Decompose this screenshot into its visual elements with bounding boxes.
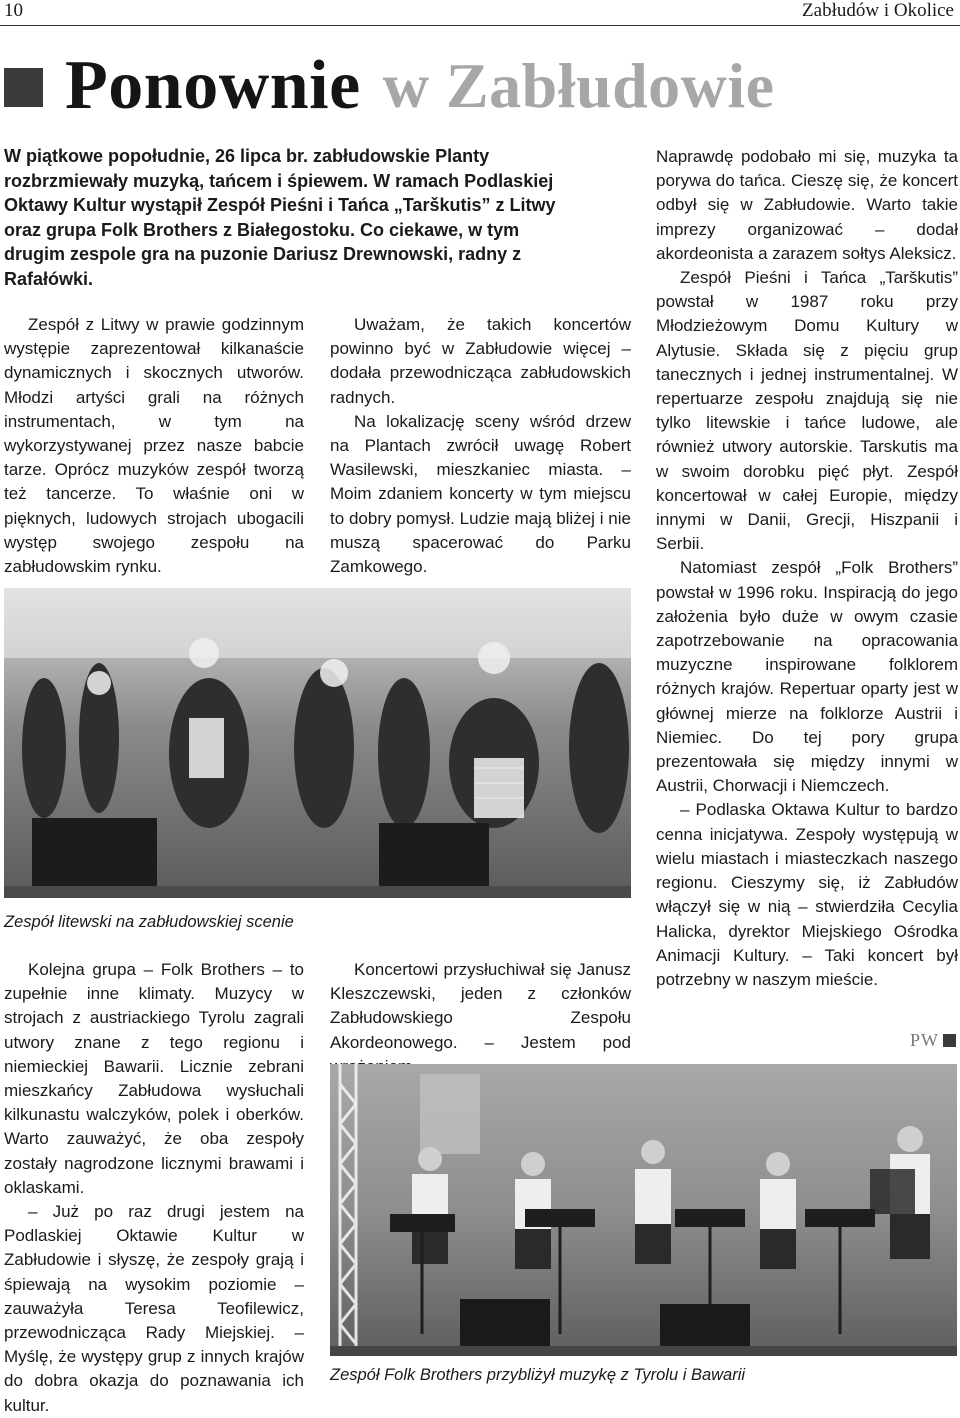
paragraph: Naprawdę podobało mi się, muzyka ta porywa do tańca. Cieszę się, że koncert odbył się w Zabłudowie. Warto takie imprezy organizować – dodał akordeonista a zarazem sołtys Aleksicz.	[656, 147, 958, 263]
paragraph: Uważam, że takich koncertów powinno być w Zabłudowie więcej – dodała przewodnicząca zabłudowskich radnych.	[330, 315, 631, 407]
band-photo-caption: Zespół Folk Brothers przybliżył muzykę z Tyrolu i Bawarii	[330, 1366, 746, 1384]
running-title: Zabłudów i Okolice	[802, 0, 954, 21]
column-1-bottom	[4, 958, 304, 1418]
column-1-top	[4, 313, 304, 579]
dancers-photo	[4, 588, 631, 898]
band-photo	[330, 1064, 957, 1356]
paragraph: Na lokalizację sceny wśród drzew na Plantach zwrócił uwagę Robert Wasilewski, mieszkaniec miasta. – Moim zdaniem koncerty w tym miejscu to dobry pomysł. Ludzie mają bliżej i nie muszą spacerować do Parku Zamkowego.	[330, 411, 631, 577]
header-rule	[0, 25, 960, 26]
lead-text: W piątkowe popołudnie, 26 lipca br. zabłudowskie Planty rozbrzmiewały muzyką, tańcem i śpiewem. W ramach Podlaskiej Oktawy Kultur wystąpił Zespół Pieśni i Tańca „Tarškutis” z Litwy oraz grupa Folk Brothers z Białegostoku. Co ciekawe, w tym drugim zespole gra na puzonie Dariusz Drewnowski, radny z Rafałówki.	[4, 146, 556, 289]
column-2-top	[330, 313, 631, 579]
column-2-bottom	[330, 958, 631, 1079]
author-signature	[910, 1030, 956, 1051]
column-3	[656, 145, 958, 992]
paragraph: – Już po raz drugi jestem na Podlaskiej Oktawie Kultur w Zabłudowie i słyszę, że zespoły grają i śpiewają na wysokim poziomie – zauważyła Teresa Teofilewicz, przewodnicząca Rady Miejskiej. – Myślę, że występy grup z innych krajów do dobra okazja do poznawania ich kultur.	[4, 1202, 304, 1415]
headline-dark: Ponownie	[65, 47, 361, 124]
band-photo-image	[330, 1064, 957, 1356]
paragraph: Koncertowi przysłuchiwał się Janusz Kleszczewski, jeden z członków Zabłudowskiego Zespołu Akordeonowego. – Jestem pod	[330, 960, 631, 1052]
paragraph: Natomiast zespół „Folk Brothers” powstał w 1996 roku. Inspiracją do jego założenia było duże w owym czasie zapotrzebowanie na opracowania muzyczne inspirowane folklorem różnych krajów. Repertuar oparty jest w głównej mierze na folklorze Austrii i Niemiec. Do tej pory grupa prezentowała się między innymi w Austrii, Chorwacji i Niemczech.	[656, 558, 958, 796]
paragraph: Zespół Pieśni i Tańca „Tarškutis” powstał w 1987 roku przy Młodzieżowym Domu Kultury w Alytusie. Składa się z pięciu grup tanecznych i jednej instrumentalnej. W repertuarze zespołu znajdują się nie tylko litewskie i tańce ludowe, ale również utwory autorskie. Tarskutis ma w swoim dorobku pięć płyt. Zespół koncertował w całej Europie, między innymi w Danii, Grecji, Hiszpanii i Serbii.	[656, 268, 958, 554]
end-marker-square	[943, 1034, 956, 1047]
headline	[4, 48, 775, 124]
lead-paragraph	[4, 144, 584, 291]
headline-light: w Zabłudowie	[382, 50, 775, 121]
signature-text: PW	[910, 1030, 939, 1050]
paragraph: Kolejna grupa – Folk Brothers – to zupełnie inne klimaty. Muzycy w strojach z austriackiego Tyrolu zagrali utwory znane z tego regionu i niemieckiej Bawarii. Licznie zebrani mieszkańcy Zabłudowa wysłuchali kilkunastu walczyków, polek i oberków. Warto zauważyć, że oba zespoły zostały nagrodzone licznymi brawami i oklaskami.	[4, 960, 304, 1197]
paragraph: Zespół z Litwy w prawie godzinnym występie zaprezentował kilkanaście dynamicznych i skocznych utworów. Młodzi artyści grali na różnych instrumentach, w tym na wykorzystywanej przez nasze babcie tarze. Oprócz muzyków zespół tworzą też tancerze. To właśnie oni w pięknych, ludowych strojach ubogacili występ swojego zespołu na zabłudowskim rynku.	[4, 315, 304, 577]
dancers-photo-image	[4, 588, 631, 898]
dancers-photo-caption: Zespół litewski na zabłudowskiej scenie	[4, 913, 294, 931]
paragraph: – Podlaska Oktawa Kultur to bardzo cenna inicjatywa. Zespoły występują w wielu miastach i miasteczkach naszego regionu. Cieszymy się, iż Zabłudów włączył się w nią – stwierdziła Cecylia Halicka, dyrektor Miejskiego Ośrodka Animacji Kultury. – Taki koncert był potrzebny w naszym mieście.	[656, 800, 958, 989]
page-number: 10	[4, 0, 23, 21]
headline-marker-square	[4, 68, 43, 107]
